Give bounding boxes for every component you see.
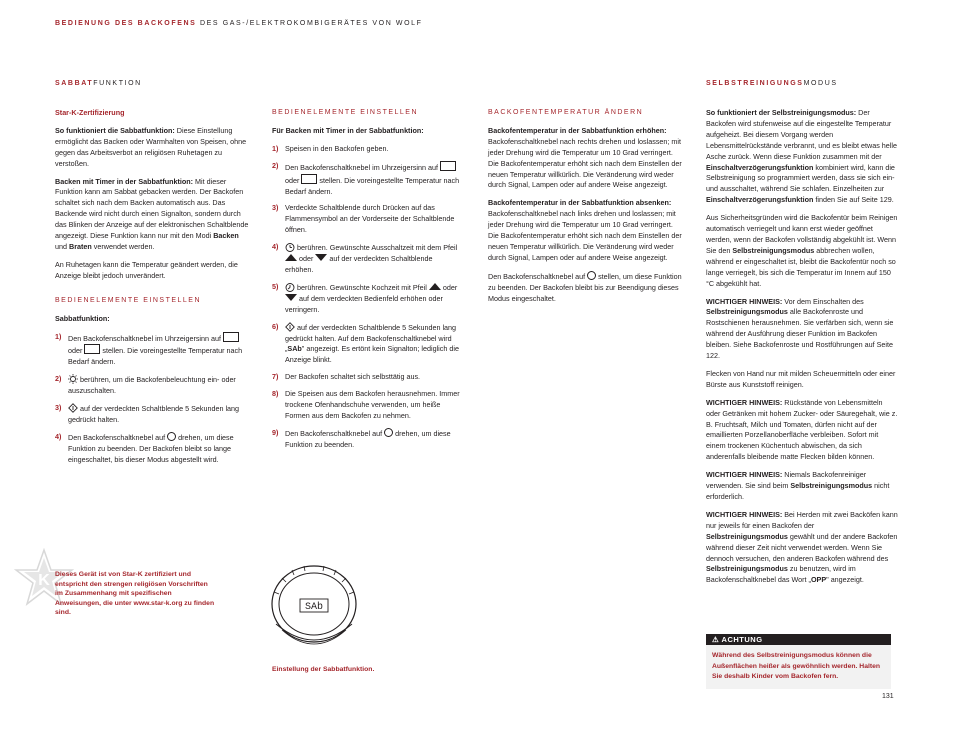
text: Den Backofenschaltknebel auf bbox=[285, 428, 385, 438]
step-number: 2) bbox=[55, 374, 62, 384]
warning-title: ACHTUNG bbox=[721, 635, 763, 644]
text: Speisen in den Backofen geben. bbox=[285, 143, 389, 153]
paragraph bbox=[706, 213, 898, 289]
bold-term: Backen bbox=[213, 231, 239, 241]
star-k-title: Star-K-Zertifizierung bbox=[55, 108, 125, 117]
list-item bbox=[272, 203, 462, 236]
roast-mode-icon bbox=[301, 174, 317, 184]
list-item bbox=[272, 144, 462, 155]
star-k-certification-note: Dieses Gerät ist von Star-K zertifiziert und entspricht den strengen religiösen Vorschriften im Zusammenhang mit spezifischen Anweisungen, die unter www.star-k.org zu finden sind. bbox=[55, 571, 215, 616]
step-number: 4) bbox=[55, 431, 62, 441]
step-number: 3) bbox=[55, 403, 62, 413]
section-title-bold: SABBAT bbox=[55, 80, 94, 87]
bold-term: Selbstreinigungsmodus bbox=[790, 481, 873, 491]
column-temperature bbox=[488, 108, 683, 312]
bake-mode-icon bbox=[440, 161, 456, 171]
warning-icon: ⚠ bbox=[712, 635, 720, 644]
step-number: 3) bbox=[272, 203, 279, 213]
text: auf der verdeckten Schaltblende 5 Sekunden lang gedrückt halten. bbox=[68, 404, 240, 424]
text: Verdeckte Schaltblende durch Drücken auf das Flammensymbol an der Vorderseite der Schaltblende öffnen. bbox=[285, 203, 455, 235]
bold-lead: So funktioniert die Sabbatfunktion: bbox=[55, 125, 175, 135]
list-item bbox=[272, 282, 462, 316]
list-item bbox=[272, 161, 462, 198]
text: " angezeigt. bbox=[826, 575, 864, 585]
bold-lead: WICHTIGER HINWEIS: bbox=[706, 296, 783, 306]
paragraph bbox=[706, 297, 898, 362]
column-controls bbox=[272, 108, 462, 457]
steps-list bbox=[272, 144, 462, 451]
warning-box bbox=[706, 634, 891, 689]
bold-lead: WICHTIGER HINWEIS: bbox=[706, 470, 783, 480]
text: Den Backofenschaltknebel im Uhrzeigersinn auf bbox=[68, 333, 224, 343]
paragraph bbox=[706, 108, 898, 206]
sabbat-icon bbox=[68, 403, 78, 413]
timer-icon bbox=[285, 242, 295, 252]
paragraph bbox=[488, 271, 683, 305]
bold-term: Selbstreinigungsmodus bbox=[706, 564, 788, 574]
step-number: 6) bbox=[272, 321, 279, 331]
roast-mode-icon bbox=[84, 344, 100, 354]
step-number: 4) bbox=[272, 242, 279, 252]
intro-label: Für Backen mit Timer in der Sabbatfunktion: bbox=[272, 125, 424, 135]
list-item bbox=[55, 432, 250, 466]
section-title-self-clean bbox=[706, 80, 838, 87]
bold-lead: WICHTIGER HINWEIS: bbox=[706, 397, 783, 407]
subsection-title: BACKOFENTEMPERATUR ÄNDERN bbox=[488, 109, 644, 116]
text: Den Backofenschaltknebel auf bbox=[488, 271, 588, 281]
arrow-down-icon bbox=[315, 254, 327, 261]
paragraph bbox=[488, 126, 683, 191]
paragraph bbox=[706, 398, 898, 463]
text: oder bbox=[297, 254, 316, 264]
column-self-clean bbox=[706, 108, 898, 593]
text: abbrechen wollen, während er eingeschaltet ist, bleibt die Backofentür noch so lange verriegelt, bis sich die Temperatur im Innern auf 150 °C abgekühlt hat. bbox=[706, 245, 896, 288]
bold-term: Einschaltverzögerungsfunktion bbox=[706, 162, 814, 172]
off-position-icon bbox=[167, 432, 176, 441]
step-number: 2) bbox=[272, 160, 279, 170]
text: gewählt und der andere Backofen während dieser Zeit nicht verwendet werden. Wenn Sie dennoch versuchen, den anderen Backofen während des bbox=[706, 531, 898, 563]
arrow-down-icon bbox=[285, 294, 297, 301]
text: oder bbox=[285, 175, 302, 185]
warning-body: Während des Selbstreinigungsmodus können die Außenflächen heißer als gewöhnlich werden. Halten Sie deshalb Kinder vom Backofen fern. bbox=[706, 645, 891, 689]
bold-lead: Backofentemperatur in der Sabbatfunktion erhöhen: bbox=[488, 125, 667, 135]
text: finden Sie auf Seite 129. bbox=[813, 195, 894, 205]
paragraph bbox=[55, 126, 250, 170]
sabbat-icon bbox=[285, 322, 295, 332]
text: oder bbox=[440, 282, 458, 292]
bold-term: Selbstreinigungsmodus bbox=[706, 307, 788, 317]
light-bulb-icon bbox=[68, 374, 78, 384]
text: kombiniert wird, kann die Selbstreinigung so programmiert werden, dass sie sich ein- und ausschaltet, während Sie schlafen. Einzelheiten zur bbox=[706, 162, 895, 194]
paragraph bbox=[55, 177, 250, 253]
text: Aus Sicherheitsgründen wird die Backofentür beim Reinigen automatisch verriegelt und kann erst wieder geöffnet werden, wenn der Backofen vollständig abgekühlt ist. Wenn Sie den bbox=[706, 213, 898, 255]
list-item bbox=[55, 374, 250, 397]
text: drehen, um diese Funktion zu beenden. bbox=[285, 428, 451, 449]
step-number: 1) bbox=[272, 143, 279, 153]
page-number: 131 bbox=[882, 693, 894, 700]
steps-list bbox=[55, 332, 250, 466]
text: Die Speisen aus dem Backofen herausnehmen. Immer trockene Ofenhandschuhe verwenden, um heiße Formen aus dem Backofen zu nehmen. bbox=[285, 389, 460, 420]
text: zu benutzen, wird im Backofenschaltknebel das Wort „ bbox=[706, 564, 856, 585]
text: oder bbox=[68, 346, 85, 356]
paragraph bbox=[706, 510, 898, 586]
step-number: 5) bbox=[272, 281, 279, 291]
step-number: 8) bbox=[272, 389, 279, 399]
off-position-icon bbox=[384, 428, 393, 437]
bold-lead: So funktioniert der Selbstreinigungsmodus: bbox=[706, 108, 857, 117]
bake-mode-icon bbox=[223, 332, 239, 342]
text: stellen. Die voreingestellte Temperatur nach Bedarf ändern. bbox=[68, 346, 243, 367]
figure-caption: Einstellung der Sabbatfunktion. bbox=[272, 666, 375, 673]
section-title-rest: MODUS bbox=[803, 80, 838, 87]
list-item bbox=[55, 332, 250, 369]
column-sabbat-intro bbox=[55, 108, 250, 472]
bold-lead: WICHTIGER HINWEIS: bbox=[706, 509, 783, 519]
text: Bei Herden mit zwei Backöfen kann nur jeweils für einen Backofen der bbox=[706, 509, 898, 530]
off-position-icon bbox=[587, 271, 596, 280]
list-item bbox=[272, 242, 462, 276]
bold-term: Selbstreinigungsmodus bbox=[706, 531, 788, 541]
text: Den Backofenschaltknebel im Uhrzeigersinn auf bbox=[285, 162, 441, 172]
paragraph: An Ruhetagen kann die Temperatur geändert werden, die Anzeige bleibt jedoch unverändert. bbox=[55, 259, 238, 280]
text: berühren. Gewünschte Ausschaltzeit mit dem Pfeil bbox=[295, 243, 458, 253]
bold-term: Selbstreinigungsmodus bbox=[732, 245, 815, 255]
paragraph: Flecken von Hand nur mit milden Scheuermitteln oder einer Bürste aus Kunststoff reinigen. bbox=[706, 368, 896, 389]
section-title-bold: SELBSTREINIGUNGS bbox=[706, 80, 804, 87]
text: Diese Einstellung ermöglicht das Backen oder Warmhalten von Speisen, ohne gegen das Arbeitsverbot an religiösen Ruhetagen zu verstoßen. bbox=[55, 125, 247, 168]
text: auf der verdeckten Schaltblende 5 Sekunden lang gedrückt halten. Auf dem Backofenschaltknebel wird „ bbox=[285, 322, 457, 354]
sabbat-label: Sabbatfunktion: bbox=[55, 313, 110, 323]
svg-text:K: K bbox=[38, 572, 50, 589]
header-bold: BEDIENUNG DES BACKOFENS bbox=[55, 20, 197, 27]
list-item bbox=[272, 389, 462, 422]
paragraph bbox=[488, 198, 683, 263]
text: stellen. Die voreingestellte Temperatur nach Bedarf ändern. bbox=[285, 175, 460, 196]
subsection-title: BEDIENELEMENTE EINSTELLEN bbox=[55, 296, 202, 304]
text: auf der verdeckten Schaltblende erhöhen. bbox=[285, 254, 433, 274]
arrow-up-icon bbox=[285, 254, 297, 261]
text: drehen, um diese Funktion zu beenden. Der Backofen bleibt so lange eingeschaltet, bis dieser Modus abgestellt wird. bbox=[68, 432, 234, 464]
text: Der Backofen schaltet sich selbsttätig aus. bbox=[285, 372, 421, 382]
text: und bbox=[55, 241, 69, 251]
text: berühren. Gewünschte Kochzeit mit Pfeil bbox=[295, 282, 429, 292]
display-code: OPP bbox=[810, 575, 827, 585]
step-number: 7) bbox=[272, 372, 279, 382]
text: berühren, um die Backofenbeleuchtung ein- oder auszuschalten. bbox=[68, 375, 236, 396]
warning-header bbox=[706, 634, 891, 645]
section-title-rest: FUNKTION bbox=[93, 80, 142, 87]
list-item bbox=[272, 372, 462, 383]
oven-knob-illustration bbox=[262, 558, 382, 658]
bold-term: Braten bbox=[69, 241, 92, 251]
display-code: SAb bbox=[287, 344, 302, 354]
list-item bbox=[272, 322, 462, 367]
subsection-title: BEDIENELEMENTE EINSTELLEN bbox=[272, 109, 419, 116]
text: " angezeigt. Es ertönt kein Signalton; lediglich die Anzeige blinkt. bbox=[285, 344, 459, 365]
section-title-sabbat bbox=[55, 80, 142, 87]
cook-time-icon bbox=[285, 282, 295, 292]
step-number: 9) bbox=[272, 427, 279, 437]
list-item bbox=[272, 428, 462, 451]
bold-lead: Backofentemperatur in der Sabbatfunktion absenken: bbox=[488, 198, 672, 208]
text: verwendet werden. bbox=[91, 241, 155, 251]
text: Backofenschaltknebel nach links drehen und loslassen; mit jeder Drehung wird die Temperatur um 10 Grad verringert. Die Backofentemperatur erhöht sich nach dem Einstellen der neuen Temperatur willkürlich. Die Veränderung wird weder durch Signal, Lampen oder auf andere Weise angezeigt. bbox=[488, 209, 682, 262]
paragraph bbox=[706, 470, 898, 503]
bold-term: Einschaltverzögerungsfunktion bbox=[706, 195, 814, 205]
step-number: 1) bbox=[55, 331, 62, 341]
text: alle Backofenroste und Rostschienen herausnehmen. Sie verfärben sich, wenn sie während der Ausführung dieser Funktion im Backofen bleiben. Siehe Backofenroste und Rostführungen auf Seite 122. bbox=[706, 307, 894, 361]
text: Backofenschaltknebel nach rechts drehen und loslassen; mit jeder Drehung wird die Temperatur um 10 Grad verringert. Die Backofentemperatur erhöht sich nach dem Einstellen der neuen Temperatur willkürlich. Die Veränderung wird weder durch Signal, Lampen oder auf andere Weise angezeigt. bbox=[488, 136, 682, 190]
text: Der Backofen wird stufenweise auf die eingestellte Temperatur aufgeheizt. Bei diesem Vorgang werden Lebensmittelrückstände verbrannt, und es bleibt etwas helle Asche zurück. Wenn diese Funktion zusammen mit der bbox=[706, 108, 897, 161]
text: Rückstände von Lebensmitteln oder Getränken mit hohem Zucker- oder Säuregehalt, wie z. B. Fruchtsaft, Milch und Tomaten, dürfen nicht auf der emaillierten Porzellanoberfläche verbleiben. Sofort mit einem trockenen Küchentuch abwischen, da sich anderenfalls bleibende matte Flecken bilden können. bbox=[706, 397, 898, 462]
list-item bbox=[55, 403, 250, 426]
text: stellen, um diese Funktion zu beenden. Der Backofen bleibt bis zur Beendigung dieses Modus eingeschaltet. bbox=[488, 271, 682, 303]
page-header bbox=[55, 20, 423, 27]
text: auf dem verdeckten Bedienfeld erhöhen oder verringern. bbox=[285, 293, 443, 314]
knob-display-text: SAb bbox=[304, 602, 324, 613]
header-rest: DES GAS-/ELEKTROKOMBIGERÄTES VON WOLF bbox=[196, 20, 423, 27]
arrow-up-icon bbox=[429, 283, 441, 290]
text: nicht erforderlich. bbox=[706, 481, 890, 501]
bold-lead: Backen mit Timer in der Sabbatfunktion: bbox=[55, 176, 194, 186]
text: Den Backofenschaltknebel auf bbox=[68, 432, 168, 442]
text: Niemals Backofenreiniger verwenden. Sie sind beim bbox=[706, 470, 867, 491]
text: Mit dieser Funktion kann am Sabbat gebacken werden. Der Backofen schaltet sich nach dem Backen automatisch aus. Das Backende wird nicht durch einen Signalton, sondern durch das Blinken der Anzeige auf der elektronischen Schaltblende angezeigt. Diese Funktion kann nur mit den Modi bbox=[55, 176, 249, 241]
text: Vor dem Einschalten des bbox=[782, 296, 864, 306]
